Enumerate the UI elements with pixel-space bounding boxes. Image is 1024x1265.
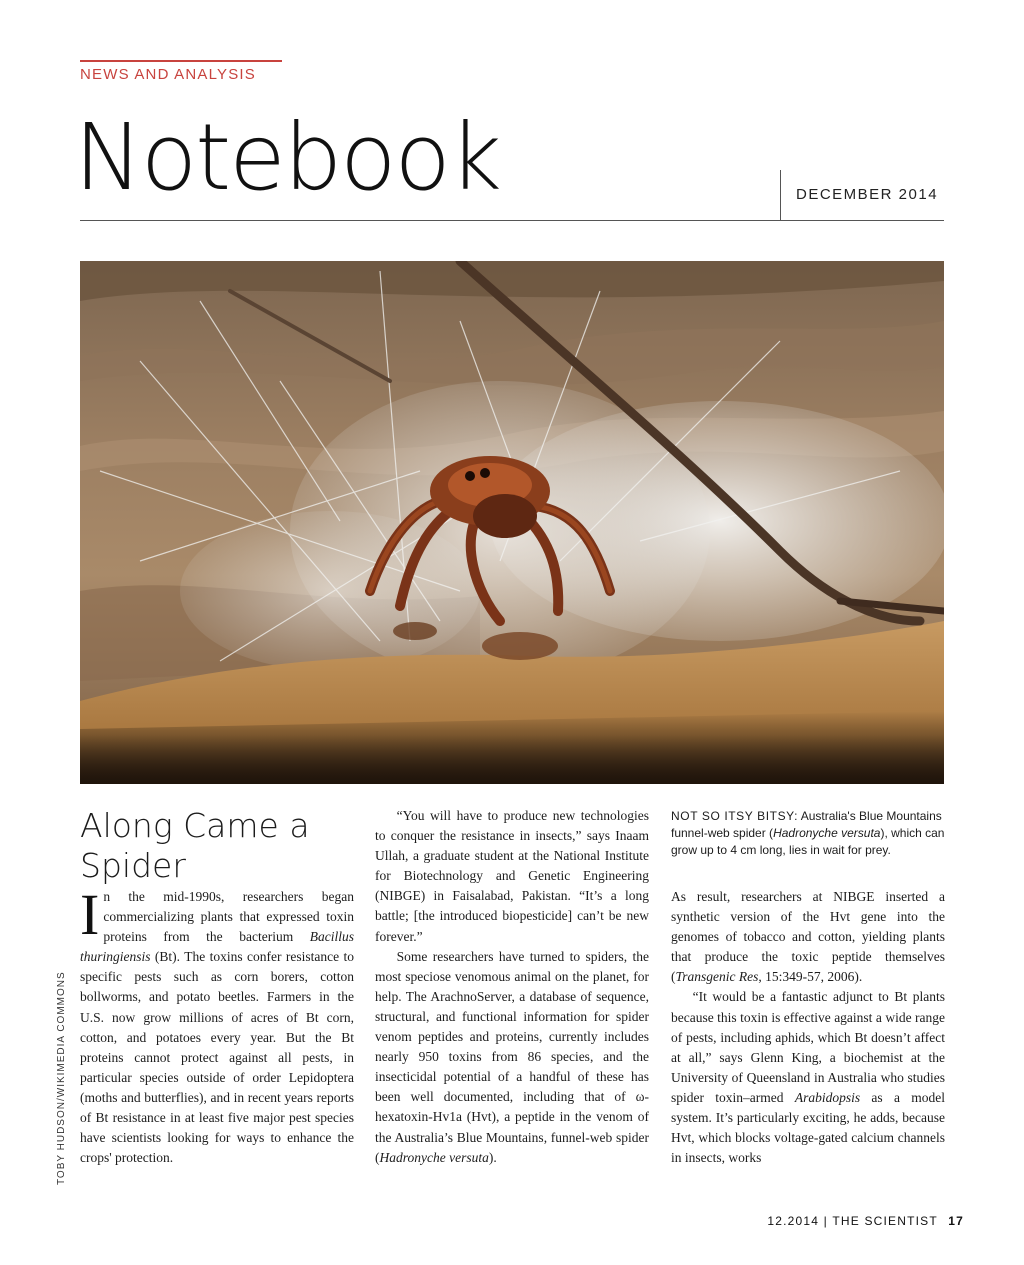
issue-date: DECEMBER 2014: [796, 186, 939, 203]
species-name: Bacillus thuringiensis: [80, 929, 354, 965]
article-column-2: [375, 806, 649, 1168]
masthead-rule: [80, 220, 944, 221]
article-headline: Along Came a Spider: [80, 806, 310, 885]
text-run: n the mid-1990s, researchers began commercializing plants that expressed toxin proteins from the bacterium: [103, 889, 354, 945]
species-name: Arabidopsis: [794, 1089, 861, 1105]
paragraph: [375, 947, 649, 1168]
species-name: Hadronyche versuta: [379, 1149, 489, 1165]
paragraph: [671, 887, 945, 987]
page-number: 17: [948, 1214, 964, 1228]
photo-caption: [671, 808, 947, 859]
caption-text: Australia's Blue Mountains funnel-web spider (: [671, 809, 942, 840]
text-run: , 15:349-57, 2006).: [758, 969, 863, 985]
text-run: ).: [488, 1149, 497, 1165]
footer-magazine: THE SCIENTIST: [832, 1214, 938, 1228]
section-label: NEWS AND ANALYSIS: [80, 66, 257, 83]
page-footer: [767, 1214, 964, 1228]
caption-head: NOT SO ITSY BITSY:: [671, 809, 799, 823]
paragraph: [671, 987, 945, 1168]
text-run: As result, researchers at NIBGE inserted a synthetic version of the Hvt gene into the genomes of tobacco and cotton, yielding plants that produce the toxic peptide themselves (: [671, 889, 945, 985]
text-run: Some researchers have turned to spiders, the most speciose venomous animal on the planet, for help. The ArachnoServer, a database of sequence, structural, and functional information for spider venom peptides and proteins, currently includes nearly 950 toxins from 86 species, and the insecticidal potential of a handful of these has been well documented, including that of ω-hexatoxin-Hv1a (Hvt), a peptide in the venom of the Australia’s Blue Mountains, funnel-web spider (: [375, 948, 649, 1165]
photo-credit: TOBY HUDSON/WIKIMEDIA COMMONS: [56, 971, 67, 1185]
footer-separator: |: [823, 1214, 828, 1228]
section-rule: [80, 60, 282, 62]
footer-issue: 12.2014: [767, 1214, 820, 1228]
paragraph: [80, 882, 354, 1168]
journal-name: Transgenic Res: [675, 969, 759, 985]
page-title: Notebook: [74, 104, 501, 211]
article-column-1: [80, 882, 354, 1168]
text-run: as a model system. It’s particularly exciting, he adds, because Hvt, which blocks voltage-gated calcium channels in insects, works: [671, 1089, 945, 1166]
caption-text-end: ), which can grow up to 4 cm long, lies in wait for prey.: [671, 826, 945, 857]
spider-illustration: [80, 261, 944, 784]
text-run: “It would be a fantastic adjunct to Bt plants because this toxin is effective against a wide range of pests, including aphids, which Bt doesn’t affect at all,” says Glenn King, a biochemist at the University of Queensland in Australia who studies spider toxin–armed: [671, 989, 945, 1105]
caption-species: Hadronyche versuta: [773, 826, 881, 840]
drop-cap: I: [80, 882, 100, 947]
text-run: (Bt). The toxins confer resistance to specific pests such as corn borers, cotton bollworms, and potato beetles. Farmers in the U.S. now grow millions of acres of Bt corn, cotton, and potatoes every year. But the Bt proteins cannot protect against all pests, in particular species outside of order Lepidoptera (moths and butterflies), and in recent years reports of Bt resistance in at least five major pest species have scientists looking for ways to enhance the crops' protection.: [80, 949, 354, 1166]
date-divider: [780, 170, 781, 220]
spider-photo: [80, 261, 944, 784]
article-column-3: [671, 887, 945, 1168]
paragraph: “You will have to produce new technologies to conquer the resistance in insects,” says Inaam Ullah, a graduate student at the National Institute for Biotechnology and Genetic Engineering (NIBGE) in Faisalabad, Pakistan. “It’s a long battle; [the introduced biopesticide] can’t be new forever.”: [375, 808, 649, 944]
